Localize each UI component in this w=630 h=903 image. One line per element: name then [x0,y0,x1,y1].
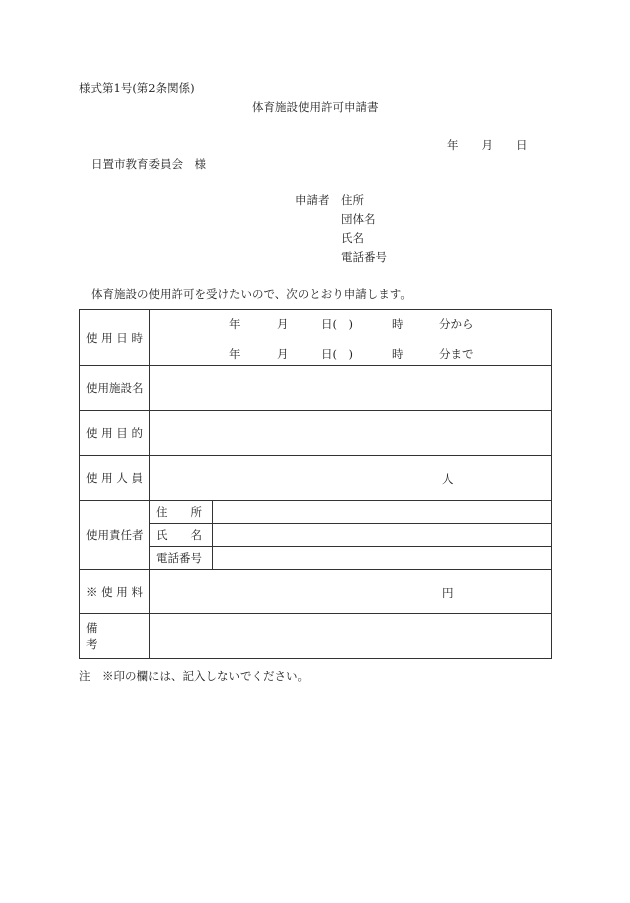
row-purpose [80,411,552,456]
manager-name-label: 氏 名 [150,524,213,547]
intro-text: 体育施設の使用許可を受けたいので、次のとおり申請します。 [91,287,412,301]
manager-address-field[interactable] [213,501,552,524]
from-month: 月 [277,317,289,331]
row-remarks [80,614,552,659]
applicant-phone-label: 電話番号 [341,250,387,264]
applicant-label: 申請者 [295,193,330,207]
from-year: 年 [229,317,241,331]
to-hour: 時 [392,347,404,361]
row-facility [80,366,552,411]
application-form-table [79,309,552,659]
facility-label: 使用施設名 [80,366,150,411]
addressee: 日置市教育委員会 様 [91,157,206,171]
manager-phone-label: 電話番号 [150,547,213,570]
people-field[interactable] [150,456,552,501]
to-month: 月 [277,347,289,361]
to-year: 年 [229,347,241,361]
manager-address-label: 住 所 [150,501,213,524]
row-manager-name [80,524,552,547]
applicant-organization-label: 団体名 [341,212,376,226]
date-line: 年 月 日 [447,138,528,152]
manager-label: 使用責任者 [80,501,150,570]
document-title: 体育施設使用許可申請書 [252,100,379,114]
purpose-field[interactable] [150,411,552,456]
row-people [80,456,552,501]
people-label: 使 用 人 員 [80,456,150,501]
manager-phone-field[interactable] [213,547,552,570]
datetime-label: 使 用 日 時 [80,310,150,366]
fee-label: ※ 使 用 料 [80,570,150,614]
applicant-address-label: 住所 [341,193,364,207]
row-manager-phone [80,547,552,570]
to-minute: 分まで [439,347,474,361]
from-minute: 分から [439,317,474,331]
footnote: 注 ※印の欄には、記入しないでください。 [79,669,309,683]
row-fee [80,570,552,614]
facility-field[interactable] [150,366,552,411]
remarks-label: 備 考 [80,614,150,659]
fee-unit: 円 [442,586,454,600]
manager-name-field[interactable] [213,524,552,547]
datetime-field[interactable] [150,310,552,366]
applicant-name-label: 氏名 [341,231,364,245]
from-day: 日( ) [321,317,353,331]
remarks-field[interactable] [150,614,552,659]
row-datetime [80,310,552,366]
to-day: 日( ) [321,347,353,361]
row-manager-address [80,501,552,524]
fee-field [150,570,552,614]
from-hour: 時 [392,317,404,331]
people-unit: 人 [442,472,454,486]
form-reference: 様式第1号(第2条関係) [79,81,195,95]
purpose-label: 使 用 目 的 [80,411,150,456]
